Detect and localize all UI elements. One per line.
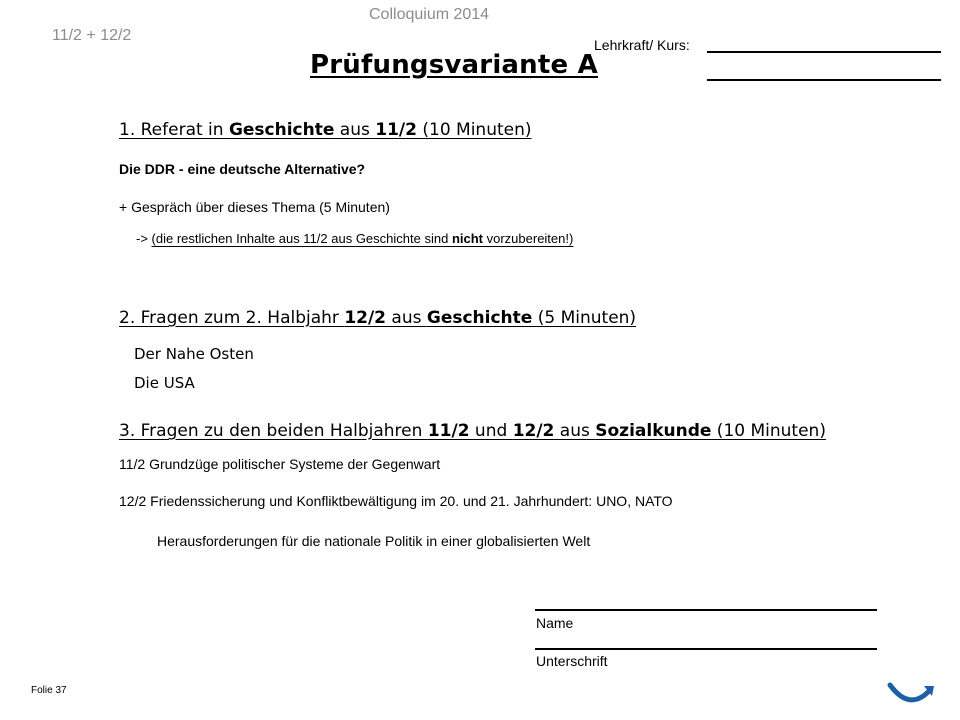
teacher-field-line-2: [707, 79, 941, 81]
name-label: Name: [536, 615, 574, 631]
section1-heading-suffix: (10 Minuten): [416, 120, 532, 140]
section3-line-2: 12/2 Friedenssicherung und Konfliktbewältigung im 20. und 21. Jahrhundert: UNO, NATO: [119, 493, 673, 509]
section3-heading-grade2: 12/2: [512, 421, 555, 441]
section3-heading-subject: Sozialkunde: [595, 421, 712, 441]
slide-number: Folie 37: [31, 685, 67, 696]
page-title: Prüfungsvariante A: [310, 50, 598, 80]
section1-heading-prefix: 1. Referat in: [119, 120, 229, 140]
teacher-field-line-1: [707, 51, 941, 53]
section1-heading-grade: 11/2: [375, 120, 417, 140]
name-line: [535, 609, 877, 611]
section1-note-prefix: (die restlichen Inhalte aus 11/2 aus Geschichte sind: [151, 231, 452, 246]
section3-line-3: Herausforderungen für die nationale Politik in einer globalisierten Welt: [157, 533, 591, 549]
section2-heading-suffix: (5 Minuten): [532, 308, 637, 328]
section3-heading-mid: aus: [554, 421, 596, 441]
section3-heading-grade1: 11/2: [427, 421, 470, 441]
return-arrow-icon[interactable]: [886, 680, 938, 706]
section1-note-bold: nicht: [451, 231, 483, 246]
section1-topic: Die DDR - eine deutsche Alternative?: [119, 161, 366, 177]
section2-heading-prefix: 2. Fragen zum 2. Halbjahr: [119, 308, 345, 328]
section2-heading: [119, 308, 636, 328]
section2-item-2: Die USA: [134, 374, 195, 392]
section2-heading-grade: 12/2: [344, 308, 387, 328]
signature-label: Unterschrift: [536, 653, 608, 669]
section2-item-1: Der Nahe Osten: [134, 345, 254, 363]
section3-line-1: 11/2 Grundzüge politischer Systeme der Gegenwart: [119, 456, 441, 472]
section3-heading-suffix: (10 Minuten): [711, 421, 826, 441]
event-title: Colloquium 2014: [369, 6, 490, 23]
section3-heading-and: und: [469, 421, 513, 441]
signature-line: [535, 648, 877, 650]
grades-label: 11/2 + 12/2: [52, 27, 132, 44]
section1-heading-mid: aus: [334, 120, 376, 140]
section1-note-suffix: vorzubereiten!): [483, 231, 574, 246]
section1-heading: [119, 120, 532, 140]
section1-talk: + Gespräch über dieses Thema (5 Minuten): [119, 199, 390, 215]
section3-heading-prefix: 3. Fragen zu den beiden Halbjahren: [119, 421, 428, 441]
section3-heading: [119, 421, 826, 441]
section1-note: [136, 231, 573, 246]
arrow-text: ->: [136, 231, 152, 246]
section1-heading-subject: Geschichte: [228, 120, 335, 140]
section2-heading-mid: aus: [386, 308, 427, 328]
section2-heading-subject: Geschichte: [426, 308, 533, 328]
teacher-course-label: Lehrkraft/ Kurs:: [594, 37, 690, 53]
